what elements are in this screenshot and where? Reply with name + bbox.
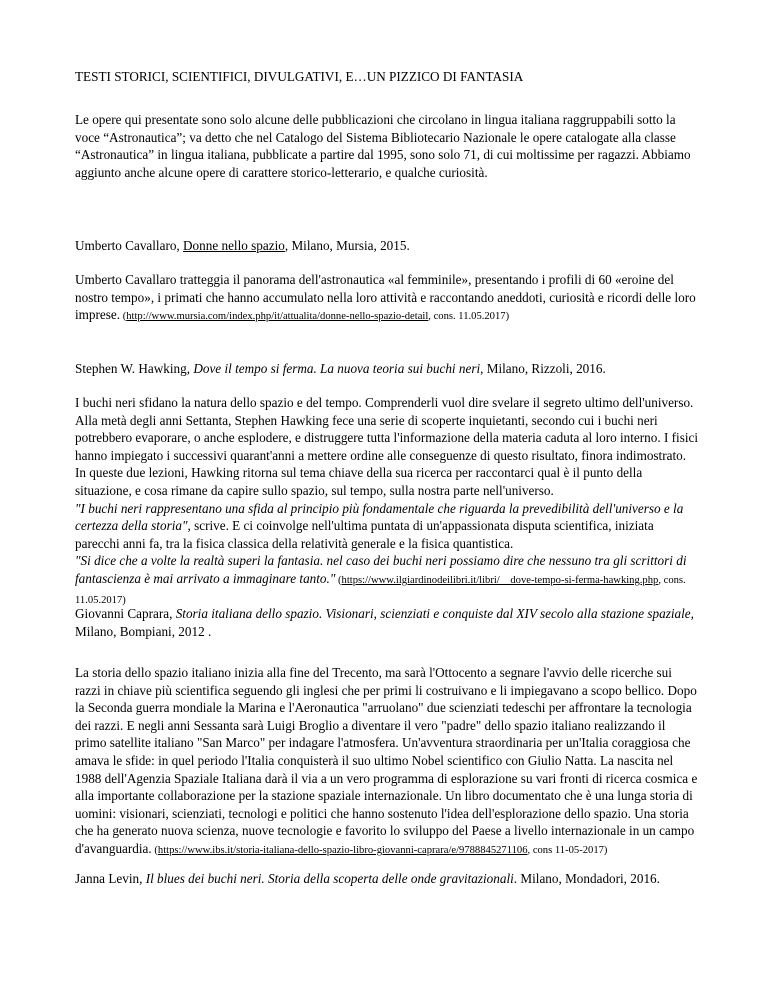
entry-author: Stephen W. Hawking, bbox=[75, 361, 194, 376]
entry-publisher: , Milano, Mursia, 2015. bbox=[284, 238, 410, 253]
entry-description-text: I buchi neri sfidano la natura dello spazio e del tempo. Comprenderli vuol dire svelare il segreto ultimo dell'universo. Alla metà degli anni Settanta, Stephen Hawking fece una serie di scoperte inquietanti, secondo cui i buchi neri potrebbero evaporare, o anche esplodere, e distruggere tutta l'informazione della materia caduta al loro interno. I fisici hanno impiegato i successivi quarant'anni a mettere ordine alle conseguenze di questo risultato, finora indimostrato. In queste due lezioni, Hawking ritorna sul tema chiave della sua ricerca per raccontarci qual è il punto della situazione, e cosa rimane da capire sullo spazio, sul tempo, sulla nostra parte nell'universo. bbox=[75, 395, 699, 498]
entry-quote: "Si dice che a volte la realtà superi la fantasia. nel caso dei buchi neri possiamo dire che nessuno tra gli scrittori di fantascienza è mai arrivato a immaginare tanto." bbox=[75, 553, 687, 586]
entry-publisher: Milano, Bompiani, 2012 . bbox=[75, 623, 212, 639]
entry-description: La storia dello spazio italiano inizia alla fine del Trecento, ma sarà l'Ottocento a segnare l'avvio delle ricerche sui razzi in chiave più scientifica seguendo gli inglesi che per primi li costruivano e li impiegavano a scopo bellico. Dopo la Seconda guerra mondiale la Marina e l'Aeronautica "arruolano" due scienziati tedeschi per affrontare la tecnologia dei razzi. E negli anni Sessanta sarà Luigi Broglio a diventare il vero "padre" dello spazio italiano realizzando il primo satellite italiano "San Marco" per indagare l'atmosfera. Un'avventura straordinaria per un'Italia coraggiosa che amava le sfide: in quel periodo l'Italia conquisterà il suo ultimo Nobel scientifico con Giulio Natta. La nascita nel 1988 dell'Agenzia Spaziale Italiana darà il via a un vero programma di esplorazione su vari fronti di ricerca cosmica e alla importante collaborazione per la stazione spaziale internazionale. Un libro documentato che è una lunga storia di uomini: visionari, scienziati, tecnologi e politici che hanno sostenuto l'idea dell'esplorazione dello spazio. Una storia che ha generato nuova scienza, nuove tecnologie e favorito lo sviluppo del Paese a livello internazionale in un campo d'avanguardia. (https://www.ibs.it/storia-italiana-dello-spazio-libro-giovanni-caprara/e/9788845271106, cons 11-05-2017) bbox=[75, 665, 698, 856]
entry-author: Giovanni Caprara, bbox=[75, 606, 176, 621]
entry-quote: "I buchi neri rappresentano una sfida al principio più fondamentale che riguarda la prevedibilità dell'universo e la certezza della storia" bbox=[75, 500, 684, 534]
entry-title: Il blues dei buchi neri. Storia della scoperta delle onde gravitazionali bbox=[145, 871, 514, 886]
entry-citation bbox=[75, 360, 700, 378]
source-link[interactable]: http://www.mursia.com/index.php/it/attualita/donne-nello-spazio-detail bbox=[126, 311, 429, 323]
entry-description-text: La storia dello spazio italiano inizia alla fine del Trecento, ma sarà l'Ottocento a segnare l'avvio delle ricerche sui razzi in chiave più scientifica seguendo gli inglesi che per primi li costruivano e li impiegavano a scopo bellico. Dopo la Seconda guerra mondiale la Marina e l'Aeronautica "arruolano" due scienziati tedeschi per affrontare la tecnologia dei razzi. E negli anni Sessanta sarà Luigi Broglio a diventare il vero "padre" dello spazio italiano realizzando il primo satellite italiano "San Marco" per indagare l'atmosfera. Un'avventura straordinaria per un'Italia coraggiosa che amava le sfide: in quel periodo l'Italia conquisterà il suo ultimo Nobel scientifico con Giulio Natta. La nascita nel 1988 dell'Agenzia Spaziale Italiana darà il via a un vero programma di esplorazione su vari fronti di ricerca cosmica e alla importante collaborazione per la stazione spaziale internazionale. Un libro documentato che è una lunga storia di uomini: visionari, scienziati, tecnologi e politici che hanno sostenuto l'idea dell'esplorazione dello spazio. Una storia che ha generato nuova scienza, nuove tecnologie e favorito lo sviluppo del Paese a livello internazionale in un campo d'avanguardia. bbox=[75, 665, 698, 856]
entry-title: Storia italiana dello spazio. Visionari, scienziati e conquiste dal XIV secolo alla stazione spaziale, bbox=[175, 606, 694, 621]
entry-description: Umberto Cavallaro tratteggia il panorama dell'astronautica «al femminile», presentando i profili di 60 «eroine del nostro tempo», i primati che hanno accumulato nella loro attività e raccontando aneddoti, curiosità e ricordi delle loro imprese. (http://www.mursia.com/index.php/it/attualita/donne-nello-spazio-detail, cons. 11.05.2017) bbox=[75, 272, 696, 323]
entry-title: Donne nello spazio bbox=[183, 238, 285, 253]
entry-citation bbox=[75, 870, 700, 888]
entry-publisher: . Milano, Mondadori, 2016. bbox=[513, 871, 660, 886]
source-link[interactable]: https://www.ibs.it/storia-italiana-dello-spazio-libro-giovanni-caprara/e/9788845271106 bbox=[157, 844, 528, 856]
entry-title: Dove il tempo si ferma. La nuova teoria sui buchi neri bbox=[193, 361, 481, 376]
entry-citation bbox=[75, 237, 700, 255]
intro-paragraph: Le opere qui presentate sono solo alcune delle pubblicazioni che circolano in lingua italiana raggruppabili sotto la voce “Astronautica”; va detto che nel Catalogo del Sistema Bibliotecario Nazionale le opere catalogate alla classe “Astronautica” in lingua italiana, pubblicate a partire dal 1995, sono solo 71, di cui moltissime per ragazzi. Abbiamo aggiunto anche alcune opere di carattere storico-letterario, e qualche curiosità. bbox=[75, 112, 691, 180]
entry-description-text: Umberto Cavallaro tratteggia il panorama dell'astronautica «al femminile», presentando i profili di 60 «eroine del nostro tempo», i primati che hanno accumulato nella loro attività e raccontando aneddoti, curiosità e ricordi delle loro imprese. bbox=[75, 272, 696, 323]
entry-description: I buchi neri sfidano la natura dello spazio e del tempo. Comprenderli vuol dire svelare il segreto ultimo dell'universo. Alla metà degli anni Settanta, Stephen Hawking fece una serie di scoperte inquietanti, secondo cui i buchi neri potrebbero evaporare, o anche esplodere, e distruggere tutta l'informazione della materia caduta al loro interno. I fisici hanno impiegato i successivi quarant'anni a mettere ordine alle conseguenze di questo risultato, finora indimostrato. In queste due lezioni, Hawking ritorna sul tema chiave della sua ricerca per raccontarci qual è il punto della situazione, e cosa rimane da capire sullo spazio, sul tempo, sulla nostra parte nell'universo. "I buchi neri rappresentano una sfida al principio più fondamentale che riguarda la prevedibilità dell'universo e la certezza della storia", scrive. E ci coinvolge nell'ultima puntata di un'appassionata disputa scientifica, iniziata parecchi anni fa, tra la fisica classica della relatività generale e la fisica quantistica. "Si dice che a volte la realtà superi la fantasia. nel caso dei buchi neri possiamo dire che nessuno tra gli scrittori di fantascienza è mai arrivato a immaginare tanto." (https://www.ilgiardinodeilibri.it/libri/__dove-tempo-si-ferma-hawking.php, cons. 11.05.2017) bbox=[75, 395, 699, 606]
entry-author: Umberto Cavallaro, bbox=[75, 238, 184, 253]
source-link[interactable]: https://www.ilgiardinodeilibri.it/libri/__dove-tempo-si-ferma-hawking.php bbox=[341, 574, 659, 586]
entry-publisher: , Milano, Rizzoli, 2016. bbox=[480, 361, 606, 376]
entry-citation bbox=[75, 605, 700, 640]
entry-author: Janna Levin, bbox=[75, 871, 146, 886]
page-heading: TESTI STORICI, SCIENTIFICI, DIVULGATIVI, E…UN PIZZICO DI FANTASIA bbox=[75, 69, 524, 84]
